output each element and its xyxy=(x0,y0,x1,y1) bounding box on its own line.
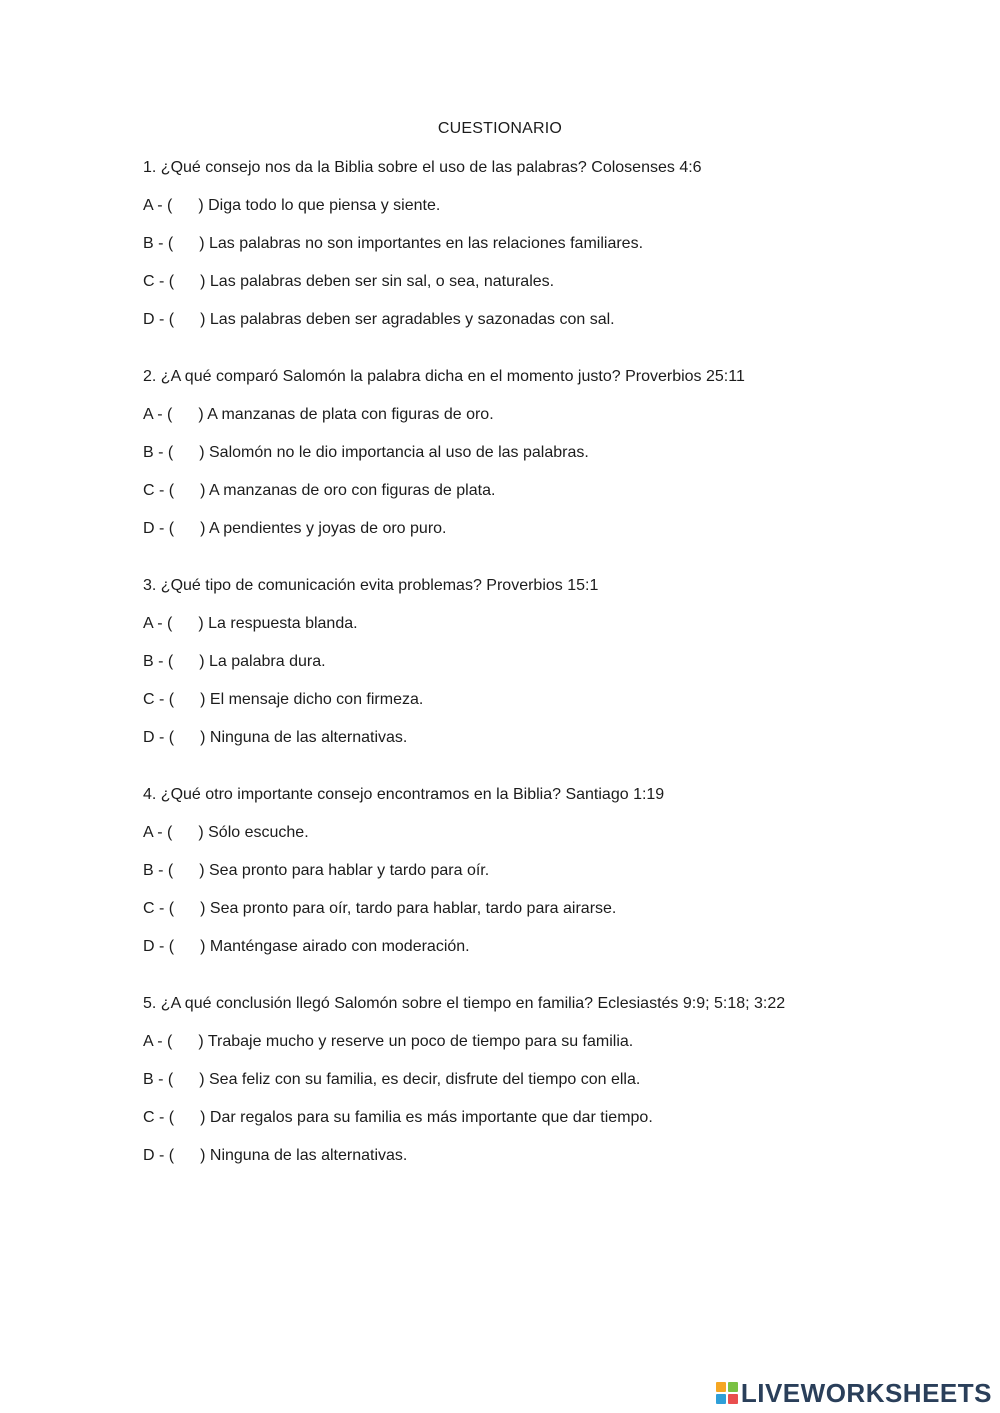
question-text: 3. ¿Qué tipo de comunicación evita problemas? Proverbios 15:1 xyxy=(143,577,599,594)
answer-option-c[interactable]: C - ( ) El mensaje dicho con firmeza. xyxy=(143,691,424,708)
question-4 xyxy=(143,785,943,957)
answer-option-b[interactable]: B - ( ) Sea pronto para hablar y tardo para oír. xyxy=(143,862,490,879)
logo-square xyxy=(728,1394,738,1404)
question-text: 4. ¿Qué otro importante consejo encontramos en la Biblia? Santiago 1:19 xyxy=(143,786,665,803)
logo-square xyxy=(716,1394,726,1404)
answer-option-a[interactable]: A - ( ) A manzanas de plata con figuras de oro. xyxy=(143,406,494,423)
answer-option-a[interactable]: A - ( ) Sólo escuche. xyxy=(143,824,309,841)
liveworksheets-brand xyxy=(716,1379,992,1407)
answer-option-b[interactable]: B - ( ) Sea feliz con su familia, es decir, disfrute del tiempo con ella. xyxy=(143,1071,641,1088)
answer-option-c[interactable]: C - ( ) Las palabras deben ser sin sal, o sea, naturales. xyxy=(143,273,555,290)
answer-option-d[interactable]: D - ( ) A pendientes y joyas de oro puro. xyxy=(143,520,447,537)
answer-option-c[interactable]: C - ( ) Dar regalos para su familia es más importante que dar tiempo. xyxy=(143,1109,653,1126)
question-3 xyxy=(143,576,943,748)
answer-option-a[interactable]: A - ( ) La respuesta blanda. xyxy=(143,615,358,632)
answer-option-a[interactable]: A - ( ) Trabaje mucho y reserve un poco de tiempo para su familia. xyxy=(143,1033,634,1050)
question-text: 2. ¿A qué comparó Salomón la palabra dicha en el momento justo? Proverbios 25:11 xyxy=(143,368,745,385)
brand-text: LIVEWORKSHEETS xyxy=(740,1378,992,1408)
liveworksheets-logo-icon xyxy=(716,1382,738,1404)
page-title: CUESTIONARIO xyxy=(437,120,563,137)
answer-option-a[interactable]: A - ( ) Diga todo lo que piensa y siente. xyxy=(143,197,441,214)
answer-option-b[interactable]: B - ( ) La palabra dura. xyxy=(143,653,326,670)
question-text: 1. ¿Qué consejo nos da la Biblia sobre el uso de las palabras? Colosenses 4:6 xyxy=(143,159,702,176)
question-text: 5. ¿A qué conclusión llegó Salomón sobre el tiempo en familia? Eclesiastés 9:9; 5:18; 3:22 xyxy=(143,995,786,1012)
logo-square xyxy=(716,1382,726,1392)
answer-option-d[interactable]: D - ( ) Manténgase airado con moderación. xyxy=(143,938,470,955)
answer-option-c[interactable]: C - ( ) Sea pronto para oír, tardo para hablar, tardo para airarse. xyxy=(143,900,617,917)
question-list xyxy=(143,158,943,1203)
answer-option-c[interactable]: C - ( ) A manzanas de oro con figuras de plata. xyxy=(143,482,496,499)
answer-option-b[interactable]: B - ( ) Salomón no le dio importancia al uso de las palabras. xyxy=(143,444,589,461)
question-5 xyxy=(143,994,943,1166)
question-2 xyxy=(143,367,943,539)
answer-option-d[interactable]: D - ( ) Las palabras deben ser agradables y sazonadas con sal. xyxy=(143,311,615,328)
question-1 xyxy=(143,158,943,330)
answer-option-d[interactable]: D - ( ) Ninguna de las alternativas. xyxy=(143,729,408,746)
answer-option-b[interactable]: B - ( ) Las palabras no son importantes en las relaciones familiares. xyxy=(143,235,644,252)
answer-option-d[interactable]: D - ( ) Ninguna de las alternativas. xyxy=(143,1147,408,1164)
logo-square xyxy=(728,1382,738,1392)
